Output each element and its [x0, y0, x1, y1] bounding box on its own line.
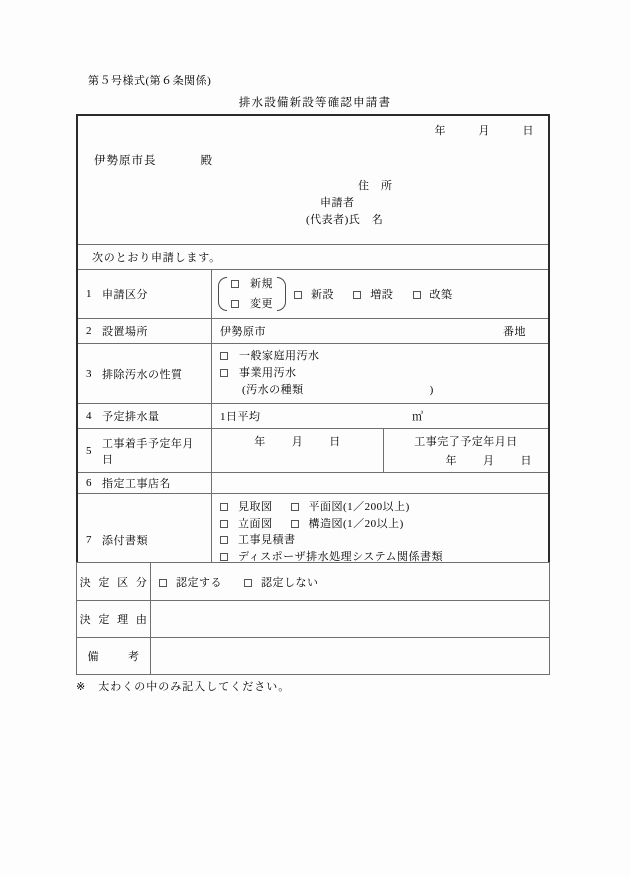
start-date-line	[254, 433, 341, 449]
date-year-label: 年	[434, 125, 446, 137]
attachment-second-group[interactable]	[291, 501, 410, 513]
row-3-title: 排除汚水の性質	[102, 368, 183, 381]
row-1-title: 申請区分	[102, 289, 148, 301]
decision-row-remarks	[77, 637, 549, 674]
applicant-block	[306, 178, 393, 229]
option-label: 増設	[370, 289, 394, 301]
row-3-label	[78, 344, 212, 403]
end-date-line	[390, 452, 542, 468]
option-label: 認定する	[176, 576, 222, 589]
row-4-label	[78, 404, 212, 428]
row-6-number: 6	[86, 477, 92, 489]
start-month-label: 月	[291, 436, 304, 448]
row-6-title: 指定工事店名	[102, 478, 171, 490]
applicant-label: 申請者	[320, 197, 355, 209]
row-4-number: 4	[86, 410, 92, 422]
checkbox-icon[interactable]	[413, 291, 421, 299]
row-5-label	[78, 429, 212, 472]
applicant-name-row	[306, 212, 393, 229]
checkbox-icon[interactable]	[291, 503, 299, 511]
row-5-number: 5	[86, 444, 92, 457]
checkbox-icon[interactable]	[220, 503, 228, 511]
option-household-sewage[interactable]	[220, 348, 540, 365]
footer-note-text: 太わくの中のみ記入してください。	[98, 681, 291, 693]
date-month-label: 月	[478, 125, 490, 137]
construction-type-options	[294, 286, 469, 302]
row-3-number: 3	[86, 367, 92, 380]
daily-average-label: 1日平均	[220, 411, 261, 423]
row-7-number: 7	[86, 534, 92, 547]
application-class-brace-group	[218, 274, 286, 314]
applicant-label-row	[306, 195, 393, 212]
row-6-body[interactable]	[212, 473, 548, 493]
row-5-body	[212, 429, 548, 472]
checkbox-icon[interactable]	[231, 300, 239, 308]
applicant-address-label: 住 所	[358, 180, 393, 192]
attachment-item[interactable]	[220, 499, 540, 516]
decision-table	[76, 562, 550, 675]
attachment-item[interactable]	[220, 532, 540, 549]
decision-remarks-label: 備 考	[77, 638, 151, 674]
option-label: 新設	[311, 289, 334, 301]
decision-reason-label: 決 定 理 由	[77, 601, 151, 637]
option-extension[interactable]	[353, 289, 393, 301]
checkbox-icon[interactable]	[220, 352, 228, 360]
row-1-body	[212, 270, 548, 318]
end-year-label: 年	[445, 455, 457, 467]
end-month-label: 月	[483, 455, 495, 467]
row-1-label	[78, 270, 212, 318]
row-4-body[interactable]	[212, 404, 548, 428]
attachment-label: 見取図	[238, 501, 273, 513]
start-year-label: 年	[254, 436, 266, 448]
construction-end-date-field[interactable]	[384, 429, 548, 472]
row-5-title: 工事着手予定年月日	[101, 437, 194, 466]
row-2-number: 2	[86, 325, 92, 337]
option-label: 事業用汚水	[239, 367, 297, 379]
form-header-area	[78, 116, 548, 244]
decision-reason-body[interactable]	[151, 601, 549, 637]
decision-row-reason	[77, 600, 549, 637]
volume-unit-label: ㎥	[412, 411, 424, 423]
row-planned-drainage	[78, 403, 548, 428]
end-date-title: 工事完了予定年月日	[414, 436, 518, 448]
sewage-type-label: (汚水の種類	[242, 384, 304, 396]
footer-note	[76, 678, 290, 694]
applicant-name-label: (代表者)氏 名	[306, 214, 384, 226]
applicant-address-row	[306, 178, 393, 195]
checkbox-icon[interactable]	[353, 291, 361, 299]
option-label: 変更	[250, 298, 273, 310]
checkbox-icon[interactable]	[220, 369, 228, 377]
location-city: 伊勢原市	[220, 326, 266, 338]
attachment-label: ディスポーザ排水処理システム関係書類	[238, 550, 444, 563]
row-application-class	[78, 269, 548, 318]
row-6-label	[78, 473, 212, 493]
row-4-title: 予定排水量	[102, 411, 160, 423]
row-construction-dates	[78, 428, 548, 472]
attachment-second-group[interactable]	[291, 518, 404, 530]
submission-date-line	[435, 122, 535, 138]
attachment-label: 工事見積書	[238, 534, 296, 546]
decision-classification-body	[151, 563, 549, 600]
option-approve[interactable]	[159, 574, 222, 590]
attachment-label: 平面図(1／200以上)	[308, 501, 410, 513]
row-sewage-nature	[78, 343, 548, 403]
checkbox-icon[interactable]	[244, 579, 252, 587]
decision-row-classification	[77, 563, 549, 600]
checkbox-icon[interactable]	[159, 579, 167, 587]
attachment-item[interactable]	[220, 516, 540, 533]
option-label: 新規	[250, 278, 273, 290]
row-7-title: 添付書類	[102, 535, 148, 548]
location-banchi-label: 番地	[503, 326, 526, 338]
apply-statement: 次のとおり申請します。	[78, 244, 548, 269]
construction-start-date-field[interactable]	[212, 429, 384, 472]
row-2-body[interactable]	[212, 319, 548, 343]
option-change-application[interactable]	[231, 294, 273, 314]
option-rebuild[interactable]	[413, 289, 453, 301]
row-1-number: 1	[86, 288, 92, 300]
option-label: 一般家庭用汚水	[239, 350, 320, 362]
checkbox-icon[interactable]	[291, 520, 299, 528]
attachment-label: 構造図(1／20以上)	[308, 517, 404, 530]
row-installation-location	[78, 318, 548, 343]
addressee-name: 伊勢原市長	[94, 155, 157, 167]
document-title: 排水設備新設等確認申請書	[238, 97, 392, 109]
main-form-table	[76, 114, 550, 589]
decision-remarks-body[interactable]	[151, 638, 549, 674]
row-2-label	[78, 319, 212, 343]
form-number: 第５号様式(第６条関係)	[88, 75, 212, 87]
sewage-type-close-paren: )	[429, 384, 434, 396]
sewage-type-field[interactable]	[220, 382, 540, 399]
attachment-label: 立面図	[238, 517, 273, 530]
option-business-sewage[interactable]	[220, 365, 540, 382]
decision-classification-label: 決 定 区 分	[77, 563, 151, 600]
option-new-application[interactable]	[231, 274, 273, 294]
checkbox-icon[interactable]	[231, 280, 239, 288]
row-2-title: 設置場所	[102, 326, 148, 338]
addressee-line	[94, 152, 213, 168]
date-day-label: 日	[522, 125, 534, 137]
footer-note-mark: ※	[76, 681, 87, 693]
end-day-label: 日	[520, 455, 532, 467]
checkbox-icon[interactable]	[294, 291, 302, 299]
checkbox-icon[interactable]	[220, 536, 228, 544]
addressee-honorific: 殿	[200, 155, 213, 167]
option-reject[interactable]	[244, 574, 319, 590]
checkbox-icon[interactable]	[220, 553, 228, 561]
option-label: 改築	[429, 289, 453, 301]
row-3-body	[212, 344, 548, 403]
option-label: 認定しない	[261, 576, 319, 589]
checkbox-icon[interactable]	[220, 520, 228, 528]
row-designated-contractor	[78, 472, 548, 493]
start-day-label: 日	[329, 436, 341, 448]
option-new-construction[interactable]	[294, 289, 334, 301]
